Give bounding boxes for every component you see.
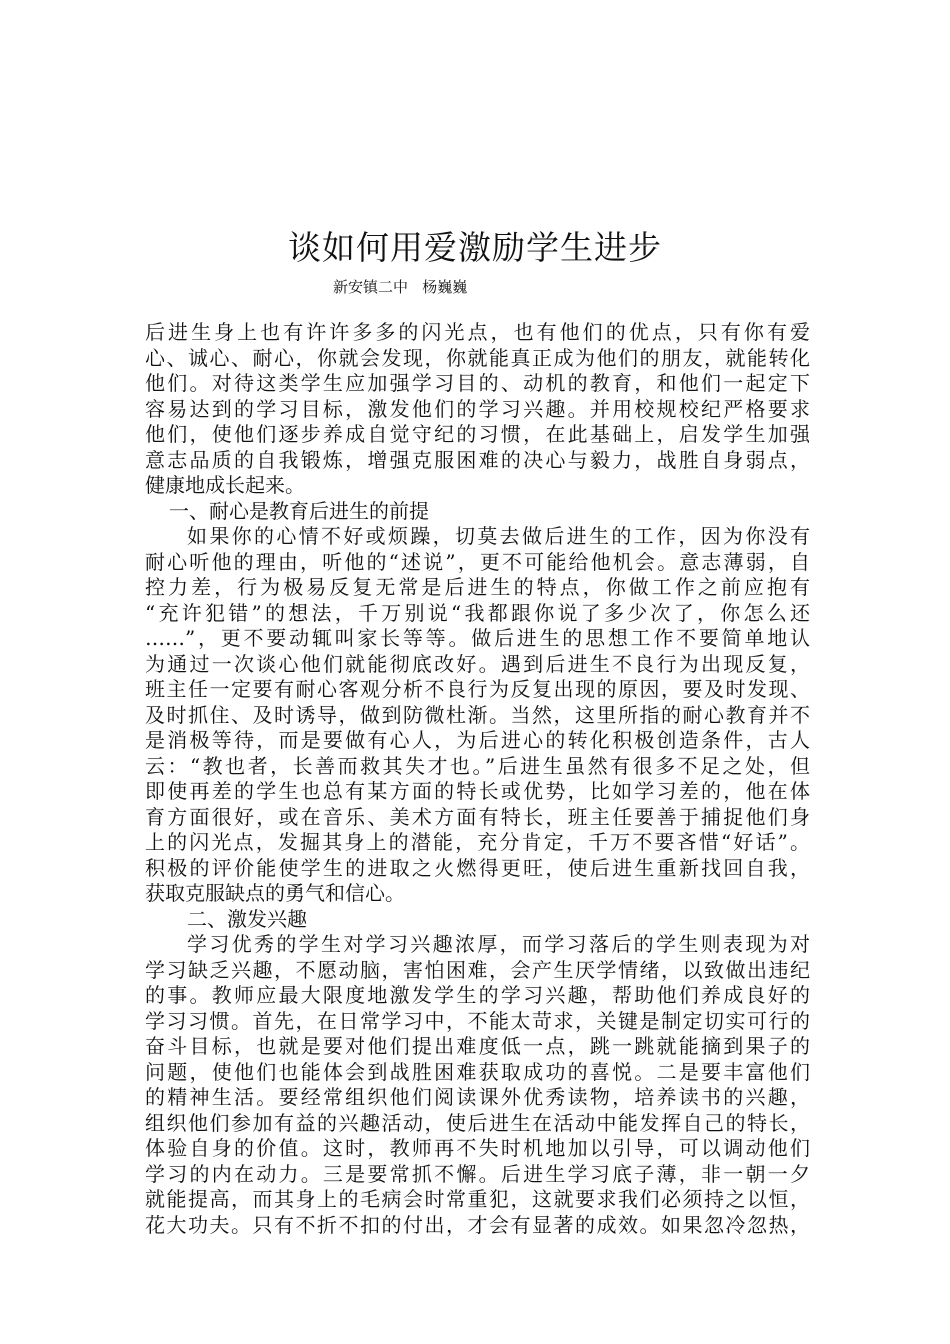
text-line: 容易达到的学习目标，激发他们的学习兴趣。并用校规校纪严格要求 xyxy=(145,396,810,421)
text-line: 育方面很好，或在音乐、美术方面有特长，班主任要善于捕捉他们身 xyxy=(145,804,810,829)
text-line: 是消极等待，而是要做有心人，为后进心的转化积极创造条件，古人 xyxy=(145,728,810,752)
text-line: 就能提高，而其身上的毛病会时常重犯，这就要求我们必须持之以恒， xyxy=(145,1187,810,1211)
document-title: 谈如何用爱激励学生进步 xyxy=(288,228,662,267)
text-line: 学习习惯。首先，在日常学习中，不能太苛求，关键是制定切实可行的 xyxy=(145,1008,810,1033)
text-line: 后进生身上也有许许多多的闪光点，也有他们的优点，只有你有爱 xyxy=(145,320,810,344)
text-line: 耐心听他的理由，听他的“述说”，更不可能给他机会。意志薄弱，自 xyxy=(145,549,810,574)
text-line: 班主任一定要有耐心客观分析不良行为反复出现的原因，要及时发现、 xyxy=(145,677,810,701)
text-line: 如果你的心情不好或烦躁，切莫去做后进生的工作，因为你没有 xyxy=(187,524,810,548)
section-heading: 一、耐心是教育后进生的前提 xyxy=(169,498,429,523)
text-line: 学习缺乏兴趣，不愿动脑，害怕困难，会产生厌学情绪，以致做出违纪 xyxy=(145,957,810,982)
text-line: 组织他们参加有益的兴趣活动，使后进生在活动中能发挥自己的特长， xyxy=(145,1110,810,1135)
author-byline: 新安镇二中 杨巍巍 xyxy=(333,278,468,296)
text-line: 学习的内在动力。三是要常抓不懈。后进生学习底子薄，非一朝一夕 xyxy=(145,1161,810,1186)
text-line: 及时抓住、及时诱导，做到防微杜渐。当然，这里所指的耐心教育并不 xyxy=(145,702,810,727)
text-line: 云：“教也者，长善而救其失才也。”后进生虽然有很多不足之处，但 xyxy=(145,753,810,778)
text-line: 的精神生活。要经常组织他们阅读课外优秀读物，培养读书的兴趣， xyxy=(145,1085,810,1109)
text-line: 他们。对待这类学生应加强学习目的、动机的教育，和他们一起定下 xyxy=(145,371,810,395)
text-line: 上的闪光点，发掘其身上的潜能，充分肯定，千万不要吝惜“好话”。 xyxy=(145,830,810,854)
text-line: 获取克服缺点的勇气和信心。 xyxy=(145,881,405,905)
text-line: 学习优秀的学生对学习兴趣浓厚，而学习落后的学生则表现为对 xyxy=(187,932,810,956)
text-line: 意志品质的自我锻炼，增强克服困难的决心与毅力，战胜自身弱点， xyxy=(145,447,810,472)
text-line: 健康地成长起来。 xyxy=(145,473,305,497)
text-line: 他们，使他们逐步养成自觉守纪的习惯，在此基础上，启发学生加强 xyxy=(145,422,810,446)
text-line: 控力差，行为极易反复无常是后进生的特点，你做工作之前应抱有 xyxy=(145,575,810,599)
text-line: ……”，更不要动辄叫家长等等。做后进生的思想工作不要简单地认 xyxy=(145,626,810,650)
text-line: 问题，使他们也能体会到战胜困难获取成功的喜悦。二是要丰富他们 xyxy=(145,1059,810,1084)
text-line: 体验自身的价值。这时，教师再不失时机地加以引导，可以调动他们 xyxy=(145,1136,810,1160)
text-line: 的事。教师应最大限度地激发学生的学习兴趣，帮助他们养成良好的 xyxy=(145,983,810,1007)
text-line: 心、诚心、耐心，你就会发现，你就能真正成为他们的朋友，就能转化 xyxy=(145,345,810,370)
text-line: 即使再差的学生也总有某方面的特长或优势，比如学习差的，他在体 xyxy=(145,779,810,803)
text-line: 为通过一次谈心他们就能彻底改好。遇到后进生不良行为出现反复， xyxy=(145,651,810,676)
text-line: 积极的评价能使学生的进取之火燃得更旺，使后进生重新找回自我， xyxy=(145,855,810,880)
text-line: 奋斗目标，也就是要对他们提出难度低一点，跳一跳就能摘到果子的 xyxy=(145,1034,810,1058)
text-line: “充许犯错”的想法，千万别说“我都跟你说了多少次了，你怎么还 xyxy=(145,600,810,625)
section-heading: 二、激发兴趣 xyxy=(187,906,307,931)
text-line: 花大功夫。只有不折不扣的付出，才会有显著的成效。如果忽冷忽热， xyxy=(145,1212,810,1237)
article-body xyxy=(145,320,810,1238)
